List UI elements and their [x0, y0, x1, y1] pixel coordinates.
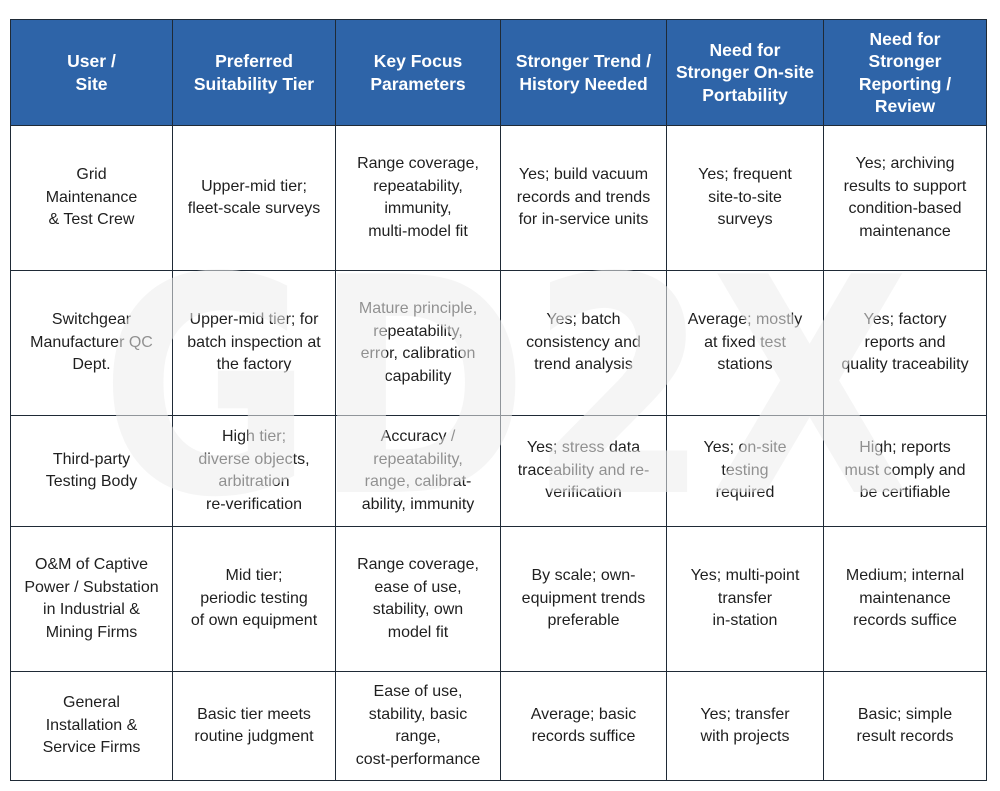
table-cell-trend-history: Yes; build vacuum records and trends for in-service units — [501, 126, 667, 271]
table-cell-user-site: O&M of Captive Power / Substation in Industrial & Mining Firms — [11, 527, 173, 672]
table-cell-suitability-tier: Upper-mid tier; fleet-scale surveys — [173, 126, 336, 271]
table-cell-trend-history: Yes; stress data traceability and re- verification — [501, 416, 667, 527]
table-cell-suitability-tier: Mid tier; periodic testing of own equipment — [173, 527, 336, 672]
comparison-table — [10, 19, 987, 781]
table-cell-suitability-tier: High tier; diverse objects, arbitration re-verification — [173, 416, 336, 527]
table-row — [11, 672, 987, 781]
table-cell-portability: Average; mostly at fixed test stations — [667, 271, 824, 416]
table-cell-portability: Yes; transfer with projects — [667, 672, 824, 781]
table-cell-key-focus: Range coverage, ease of use, stability, own model fit — [336, 527, 501, 672]
table-cell-user-site: General Installation & Service Firms — [11, 672, 173, 781]
table-cell-user-site: Grid Maintenance & Test Crew — [11, 126, 173, 271]
header-suitability-tier: Preferred Suitability Tier — [173, 20, 336, 126]
table-cell-user-site: Switchgear Manufacturer QC Dept. — [11, 271, 173, 416]
header-user-site: User / Site — [11, 20, 173, 126]
table-cell-portability: Yes; frequent site-to-site surveys — [667, 126, 824, 271]
watermark-text: GD2X — [100, 230, 910, 520]
table-cell-key-focus: Accuracy / repeatability, range, calibrat- ability, immunity — [336, 416, 501, 527]
table-cell-reporting: Basic; simple result records — [824, 672, 987, 781]
table-cell-key-focus: Ease of use, stability, basic range, cost-performance — [336, 672, 501, 781]
header-onsite-portability: Need for Stronger On-site Portability — [667, 20, 824, 126]
table-row — [11, 126, 987, 271]
table-cell-trend-history: By scale; own- equipment trends preferable — [501, 527, 667, 672]
table-cell-user-site: Third-party Testing Body — [11, 416, 173, 527]
header-trend-history: Stronger Trend / History Needed — [501, 20, 667, 126]
table-cell-trend-history: Average; basic records suffice — [501, 672, 667, 781]
table-row — [11, 271, 987, 416]
table-cell-reporting: Medium; internal maintenance records suffice — [824, 527, 987, 672]
table-cell-key-focus: Mature principle, repeatability, error, calibration capability — [336, 271, 501, 416]
header-reporting-review: Need for Stronger Reporting / Review — [824, 20, 987, 126]
table-cell-portability: Yes; on-site testing required — [667, 416, 824, 527]
table-header-row — [11, 20, 987, 126]
table-cell-suitability-tier: Upper-mid tier; for batch inspection at the factory — [173, 271, 336, 416]
table-cell-reporting: High; reports must comply and be certifiable — [824, 416, 987, 527]
table-cell-suitability-tier: Basic tier meets routine judgment — [173, 672, 336, 781]
table-cell-reporting: Yes; factory reports and quality traceability — [824, 271, 987, 416]
table-cell-key-focus: Range coverage, repeatability, immunity, multi-model fit — [336, 126, 501, 271]
table-row — [11, 416, 987, 527]
table-cell-trend-history: Yes; batch consistency and trend analysis — [501, 271, 667, 416]
table-row — [11, 527, 987, 672]
table-cell-reporting: Yes; archiving results to support condition-based maintenance — [824, 126, 987, 271]
table-cell-portability: Yes; multi-point transfer in-station — [667, 527, 824, 672]
header-key-focus-parameters: Key Focus Parameters — [336, 20, 501, 126]
